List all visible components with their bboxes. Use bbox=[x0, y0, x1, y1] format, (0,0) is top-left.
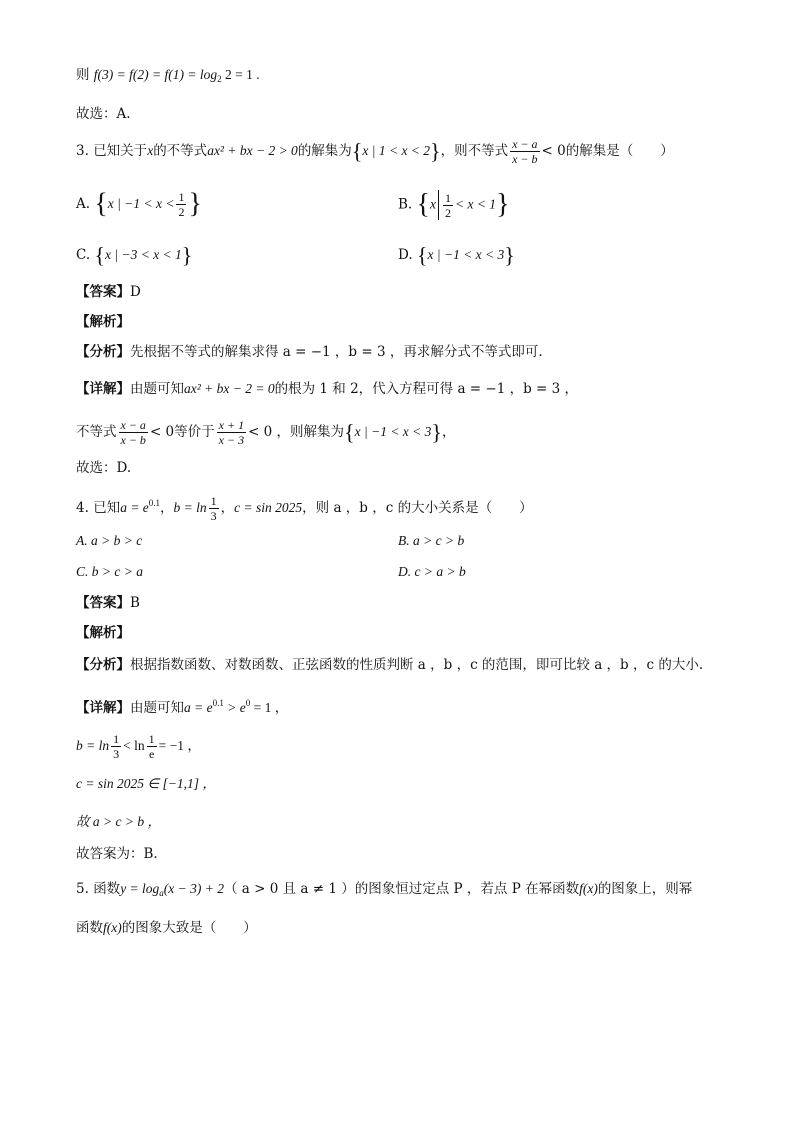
q4-fenxi-label: 【分析】 bbox=[76, 657, 130, 673]
q4-c-line: c = sin 2025 ∈ [−1,1] ， bbox=[76, 776, 216, 791]
q3-fraction bbox=[510, 137, 539, 166]
q3-choice: 故选：D. bbox=[76, 460, 132, 476]
q4-option-b: B. a > c > b bbox=[398, 533, 465, 548]
q3-xiangjie bbox=[76, 378, 578, 400]
q2-eq: f(3) = f(2) = f(1) = log bbox=[93, 67, 218, 82]
q3-b-num: 1 bbox=[444, 190, 451, 205]
q3-b-bar bbox=[438, 190, 439, 220]
q5-line2-a: 函数 bbox=[76, 920, 103, 936]
q3-d-set: x | −1 < x < 3 bbox=[427, 247, 505, 262]
q4-answer-label: 【答案】 bbox=[76, 595, 130, 611]
q3-stem-c: 的解集为 bbox=[297, 143, 352, 159]
q3-option-a-label: A. bbox=[76, 196, 91, 212]
q3-option-a bbox=[76, 190, 202, 219]
q4-a-exp: 0.1 bbox=[148, 498, 161, 508]
q3-option-b bbox=[398, 190, 510, 220]
q3-line2-set: x | −1 < x < 3 bbox=[354, 424, 432, 439]
q3-line2-a: 不等式 bbox=[76, 424, 117, 440]
q4-bline-den1: 3 bbox=[113, 747, 120, 761]
q3-answer-value: D bbox=[130, 284, 141, 300]
q4-xiangjie-eq2: > e bbox=[223, 700, 246, 715]
q3-xiangjie-a: 由题可知 bbox=[130, 381, 184, 397]
q3-line2-num2: x + 1 bbox=[218, 418, 245, 432]
q4-bline-b: < ln bbox=[123, 738, 145, 753]
q3-xiangjie-b: 的根为 1 和 2，代入方程可得 a = −1 ，b = 3 ， bbox=[274, 381, 579, 397]
q5-stem-c: 的图象上，则幂 bbox=[597, 881, 693, 897]
q3-option-c bbox=[76, 244, 192, 267]
q4-stem-b: ，则 a ，b ，c 的大小关系是（ ） bbox=[302, 500, 533, 516]
q3-brace-left: { bbox=[351, 138, 363, 164]
q4-sep2: ， bbox=[220, 500, 235, 516]
q4-bline-num1: 1 bbox=[113, 732, 120, 746]
q3-stem bbox=[76, 137, 674, 166]
q4-xiangjie-exp2: 0 bbox=[245, 698, 251, 708]
q5-stem-b: 的图象恒过定点 P ，若点 P 在幂函数 bbox=[354, 881, 580, 897]
q4-bline-frac2 bbox=[147, 732, 157, 761]
q4-xiangjie-a: 由题可知 bbox=[130, 700, 184, 716]
q4-xiangjie-eq3: = 1 ， bbox=[250, 700, 289, 715]
q4-fenxi bbox=[76, 654, 703, 676]
q4-xiangjie-exp1: 0.1 bbox=[212, 698, 224, 708]
q4-analysis-label: 【解析】 bbox=[76, 625, 130, 641]
q3-a-num: 1 bbox=[178, 190, 185, 204]
q3-xiangjie-label: 【详解】 bbox=[76, 381, 130, 397]
q3-stem-e: < 0的解集是（ ） bbox=[541, 143, 674, 159]
q4-sep1: ， bbox=[160, 500, 174, 516]
q4-c-def: c = sin 2025 bbox=[234, 500, 303, 515]
q5-cond: （ a > 0 且 a ≠ 1 ） bbox=[224, 881, 355, 897]
q3-fenxi-label: 【分析】 bbox=[76, 344, 130, 360]
q4-bline-a: b = ln bbox=[76, 738, 110, 753]
q5-number: 5. bbox=[76, 881, 89, 897]
q3-b-x: x bbox=[429, 196, 436, 212]
q5-stem-line1 bbox=[76, 878, 692, 904]
q2-choice: 故选：A. bbox=[76, 106, 131, 122]
q3-stem-b: 的不等式 bbox=[153, 143, 208, 159]
q3-line2-brace-right: } bbox=[431, 419, 442, 445]
q4-stem-a: 已知 bbox=[93, 500, 121, 516]
q3-line2-frac2 bbox=[217, 418, 246, 447]
q5-fx: f(x) bbox=[579, 881, 598, 896]
q3-detail-line2 bbox=[76, 418, 455, 447]
q4-answer-value: B bbox=[130, 595, 140, 611]
q3-b-frac bbox=[443, 191, 453, 220]
q3-b-brace-left: { bbox=[416, 189, 430, 220]
q3-ineq: ax² + bx − 2 > 0 bbox=[207, 143, 298, 158]
q3-frac-num: x − a bbox=[512, 137, 538, 151]
q3-option-b-label: B. bbox=[398, 196, 413, 213]
q3-line2-frac1 bbox=[119, 418, 148, 447]
q4-b-def: b = ln bbox=[173, 500, 207, 515]
q3-c-brace-right: } bbox=[181, 242, 193, 268]
q2-eq-end: 2 = 1 . bbox=[221, 67, 260, 82]
q4-conclusion-text: 故 a > c > b ， bbox=[76, 814, 161, 829]
q3-b-den: 2 bbox=[444, 205, 451, 220]
q4-stem bbox=[76, 492, 533, 523]
q3-answer-label: 【答案】 bbox=[76, 284, 130, 300]
q3-line2-brace-left: { bbox=[344, 419, 355, 445]
q3-var-x: x bbox=[147, 143, 154, 158]
q3-line2-num1: x − a bbox=[120, 418, 146, 432]
q4-choice: 故答案为：B. bbox=[76, 846, 158, 862]
q5-eq-sub: a bbox=[159, 888, 164, 898]
q4-option-a: A. a > b > c bbox=[76, 533, 143, 548]
q2-eq-prefix: 则 bbox=[76, 67, 90, 83]
q4-xiangjie-eq1: a = e bbox=[184, 700, 213, 715]
q4-xiangjie-label: 【详解】 bbox=[76, 700, 130, 716]
q4-bline-c: = −1 ， bbox=[158, 738, 201, 753]
q3-line2-den2: x − 3 bbox=[218, 433, 245, 447]
q4-bline-den2: e bbox=[148, 747, 155, 761]
q4-option-d: D. c > a > b bbox=[398, 564, 466, 579]
q3-set: x | 1 < x < 2 bbox=[362, 143, 431, 158]
q4-b-den: 3 bbox=[210, 509, 217, 523]
q3-xiangjie-eq: ax² + bx − 2 = 0 bbox=[184, 381, 275, 396]
q3-frac-den: x − b bbox=[512, 152, 538, 166]
q3-d-brace-right: } bbox=[504, 242, 515, 268]
q3-option-d-label: D. bbox=[398, 247, 413, 263]
q4-xiangjie bbox=[76, 692, 288, 719]
q4-number: 4. bbox=[76, 500, 89, 516]
q3-b-right: < x < 1 bbox=[454, 196, 497, 212]
q5-line2-fx: f(x) bbox=[103, 920, 122, 935]
q3-analysis-label: 【解析】 bbox=[76, 314, 130, 330]
q4-b-frac bbox=[209, 494, 219, 523]
q3-stem-a: 已知关于 bbox=[93, 143, 148, 159]
q4-conclusion bbox=[76, 811, 161, 833]
q5-stem-a: 函数 bbox=[93, 881, 121, 897]
q3-c-set: x | −3 < x < 1 bbox=[105, 247, 182, 262]
q4-option-c: C. b > c > a bbox=[76, 564, 143, 579]
q4-b-num: 1 bbox=[210, 494, 217, 508]
q3-a-left: x | −1 < x < bbox=[107, 196, 175, 211]
q3-brace-right: } bbox=[430, 138, 441, 164]
q4-bline-num2: 1 bbox=[148, 732, 155, 746]
q3-fenxi bbox=[76, 341, 543, 363]
q4-a-def: a = e bbox=[120, 500, 149, 515]
q3-option-d bbox=[398, 244, 515, 267]
q3-stem-d: ，则不等式 bbox=[440, 143, 509, 159]
q4-bline-frac1 bbox=[111, 732, 121, 761]
q3-line2-end: ， bbox=[441, 424, 456, 440]
q4-b-line bbox=[76, 732, 201, 761]
q3-a-brace-left: { bbox=[94, 188, 108, 220]
q3-line2-b: < 0等价于 bbox=[149, 424, 215, 440]
q3-fenxi-text: 先根据不等式的解集求得 a = −1 ，b = 3 ，再求解分式不等式即可. bbox=[130, 344, 543, 360]
q3-answer bbox=[76, 281, 141, 303]
q2-equation-line bbox=[76, 64, 260, 90]
q3-line2-c: < 0 ，则解集为 bbox=[248, 424, 345, 440]
q5-stem-line2 bbox=[76, 917, 257, 939]
q4-fenxi-text: 根据指数函数、对数函数、正弦函数的性质判断 a ，b ，c 的范围，即可比较 a ，b ，c 的大小. bbox=[130, 657, 704, 673]
q3-c-brace-left: { bbox=[94, 242, 105, 268]
q3-b-brace-right: } bbox=[496, 189, 510, 220]
q3-option-c-label: C. bbox=[76, 247, 91, 263]
q3-line2-den1: x − b bbox=[120, 433, 146, 447]
q3-number: 3. bbox=[76, 143, 89, 159]
q3-a-brace-right: } bbox=[188, 188, 202, 220]
q5-line2-b: 的图象大致是（ ） bbox=[121, 920, 257, 936]
q5-eq-b: (x − 3) + 2 bbox=[163, 881, 224, 896]
q3-a-frac bbox=[176, 190, 186, 219]
q3-a-den: 2 bbox=[178, 205, 185, 219]
q2-eq-sub: 2 bbox=[217, 74, 222, 84]
q5-eq: y = log bbox=[120, 881, 160, 896]
q3-d-brace-left: { bbox=[416, 242, 428, 268]
q4-answer bbox=[76, 592, 140, 614]
